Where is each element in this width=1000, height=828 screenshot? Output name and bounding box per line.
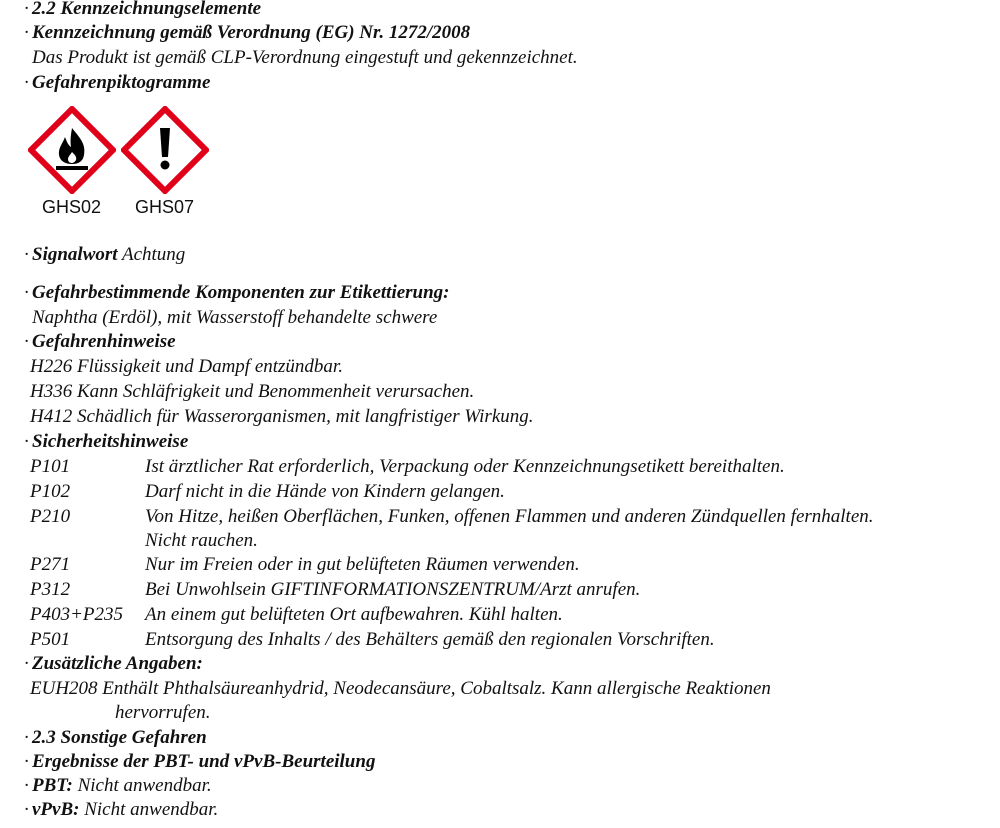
precaution-text: Bei Unwohlsein GIFTINFORMATIONSZENTRUM/Arzt anrufen. (145, 579, 641, 600)
hazard-statements-heading: Gefahrenhinweise (32, 331, 176, 352)
vpvb-line (32, 798, 218, 822)
precaution-code: P102 (30, 481, 71, 502)
additional-info-heading: Zusätzliche Angaben: (32, 653, 203, 674)
hazard-statement-h412: H412 Schädlich für Wasserorganismen, mit langfristiger Wirkung. (30, 406, 534, 427)
exclamation-mark-icon (121, 106, 209, 194)
precaution-text: An einem gut belüfteten Ort aufbewahren. Kühl halten. (145, 604, 563, 625)
pbt-line (32, 774, 212, 798)
pbt-value: Nicht anwendbar. (77, 775, 212, 796)
precaution-text: Darf nicht in die Hände von Kindern gelangen. (145, 481, 505, 502)
hazard-component-naphtha: Naphtha (Erdöl), mit Wasserstoff behandelte schwere (32, 307, 438, 328)
precaution-text: Nur im Freien oder in gut belüfteten Räumen verwenden. (145, 554, 580, 575)
pbt-vpvb-heading: Ergebnisse der PBT- und vPvB-Beurteilung (32, 751, 376, 772)
precautionary-statements-heading: Sicherheitshinweise (32, 431, 189, 452)
euh208-statement: EUH208 Enthält Phthalsäureanhydrid, Neodecansäure, Cobaltsalz. Kann allergische Reaktionen (30, 678, 771, 699)
flame-icon (28, 106, 116, 194)
precaution-text: Ist ärztlicher Rat erforderlich, Verpackung oder Kennzeichnungsetikett bereithalten. (145, 456, 785, 477)
signal-word-label: Signalwort (32, 244, 118, 265)
precaution-text-continued: Nicht rauchen. (145, 530, 258, 551)
labelling-regulation-heading: Kennzeichnung gemäß Verordnung (EG) Nr. 1272/2008 (32, 22, 471, 43)
precaution-text: Entsorgung des Inhalts / des Behälters gemäß den regionalen Vorschriften. (145, 629, 715, 650)
precaution-text: Von Hitze, heißen Oberflächen, Funken, offenen Flammen und anderen Zündquellen fernhalten. (145, 506, 874, 527)
signal-word-value: Achtung (121, 244, 186, 265)
ghs02-caption: GHS02 (42, 197, 102, 217)
precaution-code: P501 (30, 629, 71, 650)
pictograms-heading: Gefahrenpiktogramme (32, 72, 211, 93)
hazard-statement-h336: H336 Kann Schläfrigkeit und Benommenheit verursachen. (30, 381, 475, 402)
signal-word-line (32, 243, 185, 267)
precaution-code: P312 (30, 579, 71, 600)
precaution-code: P403+P235 (30, 604, 124, 625)
classification-text: Das Produkt ist gemäß CLP-Verordnung eingestuft und gekennzeichnet. (32, 47, 578, 68)
precaution-code: P210 (30, 506, 71, 527)
vpvb-label: vPvB: (32, 799, 80, 820)
precaution-code: P271 (30, 554, 71, 575)
ghs07-pictogram (121, 106, 209, 194)
section-2-3-heading: 2.3 Sonstige Gefahren (32, 727, 207, 748)
ghs07-caption: GHS07 (135, 197, 195, 217)
pbt-label: PBT: (32, 775, 73, 796)
ghs02-pictogram (28, 106, 116, 194)
hazard-statement-h226: H226 Flüssigkeit und Dampf entzündbar. (30, 356, 343, 377)
section-2-2-heading: 2.2 Kennzeichnungselemente (32, 0, 262, 19)
euh208-statement-continued: hervorrufen. (115, 702, 211, 723)
vpvb-value: Nicht anwendbar. (84, 799, 219, 820)
hazard-components-heading: Gefahrbestimmende Komponenten zur Etikettierung: (32, 282, 450, 303)
precaution-code: P101 (30, 456, 71, 477)
